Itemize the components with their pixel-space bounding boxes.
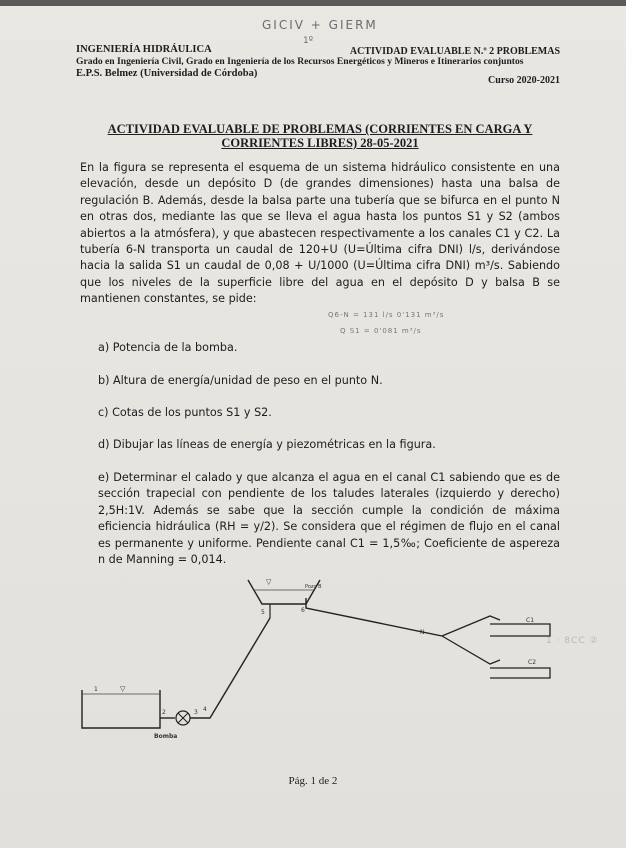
course-year: Curso 2020-2021 <box>488 75 560 86</box>
activity-name: ACTIVIDAD EVALUABLE N.º 2 PROBLEMAS <box>349 46 560 57</box>
question-c: c) Cotas de los puntos S1 y S2. <box>98 406 272 419</box>
degree-name: Grado en Ingeniería Civil, Grado en Ingeniería de los Recursos Energéticos y Mineros e Itinerarios conjuntos <box>76 56 524 67</box>
question-d: d) Dibujar las líneas de energía y piezométricas en la figura. <box>98 438 436 451</box>
point-label-3: 3 <box>194 709 198 716</box>
branch-s2 <box>442 636 500 664</box>
point-label-2: 2 <box>162 709 166 716</box>
subject-name: INGENIERÍA HIDRÁULICA <box>76 44 212 55</box>
scan-edge <box>0 0 626 6</box>
question-b: b) Altura de energía/unidad de peso en el punto N. <box>98 374 383 387</box>
reservoir-b-label: Pozo B <box>305 584 322 590</box>
channel-c2-label: C2 <box>528 659 537 666</box>
channel-c2 <box>490 668 550 678</box>
school-name: E.P.S. Belmez (Universidad de Córdoba) <box>76 68 258 79</box>
water-level-icon: ▽ <box>120 685 126 693</box>
handwritten-course-note: GICIV + GIERM <box>262 18 378 32</box>
branch-s1 <box>442 616 500 636</box>
title-line-1: ACTIVIDAD EVALUABLE DE PROBLEMAS (CORRIENTES EN CARGA Y <box>107 122 533 136</box>
document-title <box>100 122 540 150</box>
channel-c1-label: C1 <box>526 617 535 624</box>
point-label-5: 5 <box>261 609 265 616</box>
reservoir-d <box>82 685 160 728</box>
point-label-1: 1 <box>94 686 98 693</box>
point-label-6: 6 <box>301 607 305 614</box>
node-label: N <box>420 629 425 636</box>
water-level-icon-b: ▽ <box>266 578 272 586</box>
reservoir-b <box>248 578 322 604</box>
channel-c1 <box>490 624 550 636</box>
question-a: a) Potencia de la bomba. <box>98 341 238 354</box>
pump-icon <box>176 711 190 725</box>
hydraulic-system-diagram <box>70 568 570 758</box>
pump-label: Bomba <box>154 733 178 740</box>
page-number: Pág. 1 de 2 <box>288 775 338 787</box>
handwritten-flow-note-1: Q6-N = 131 l/s 0'131 m³/s <box>328 311 445 319</box>
header-right <box>349 46 560 86</box>
problem-statement: En la figura se representa el esquema de un sistema hidráulico consistente en una elevación, desde un depósito D (de grandes dimensiones) hasta una balsa de regulación B. Además, desde la balsa parte una tubería que se bifurca en el punto N en otras dos, mediante las que se lleva el agua hasta los puntos S1 y S2 (ambos abiertos a la atmósfera), y que abastecen respectivamente a los canales C1 y C2. La tubería 6-N transporta un caudal de 120+U (U=Última cifra DNI) l/s, derivándose hacia la salida S1 un caudal de 0,08 + U/1000 (U=Última cifra DNI) m³/s. Sabiendo que los niveles de la superficie libre del agua en el depósito D y balsa B se mantienen constantes, se pide: <box>80 161 560 306</box>
title-line-2: CORRIENTES LIBRES) 28-05-2021 <box>221 136 419 150</box>
handwritten-mark: 1º <box>303 36 313 46</box>
faint-margin-mark: 1 · 8CC ② <box>546 636 599 646</box>
question-e: e) Determinar el calado y que alcanza el agua en el canal C1 sabiendo que es de sección trapecial con pendiente de los taludes laterales (izquierdo y derecho) 2,5H:1V. Además se sabe que la sección cumple la condición de máxima eficiencia hidráulica (RH = y/2). Se considera que el régimen de flujo en el canal es permanente y uniforme. Pendiente canal C1 = 1,5‰; Coeficiente de aspereza n de Manning = 0,014. <box>98 471 560 567</box>
point-label-4: 4 <box>203 706 207 713</box>
handwritten-flow-note-2: Q S1 = 0'081 m³/s <box>340 327 422 335</box>
delivery-pipe <box>190 618 270 718</box>
